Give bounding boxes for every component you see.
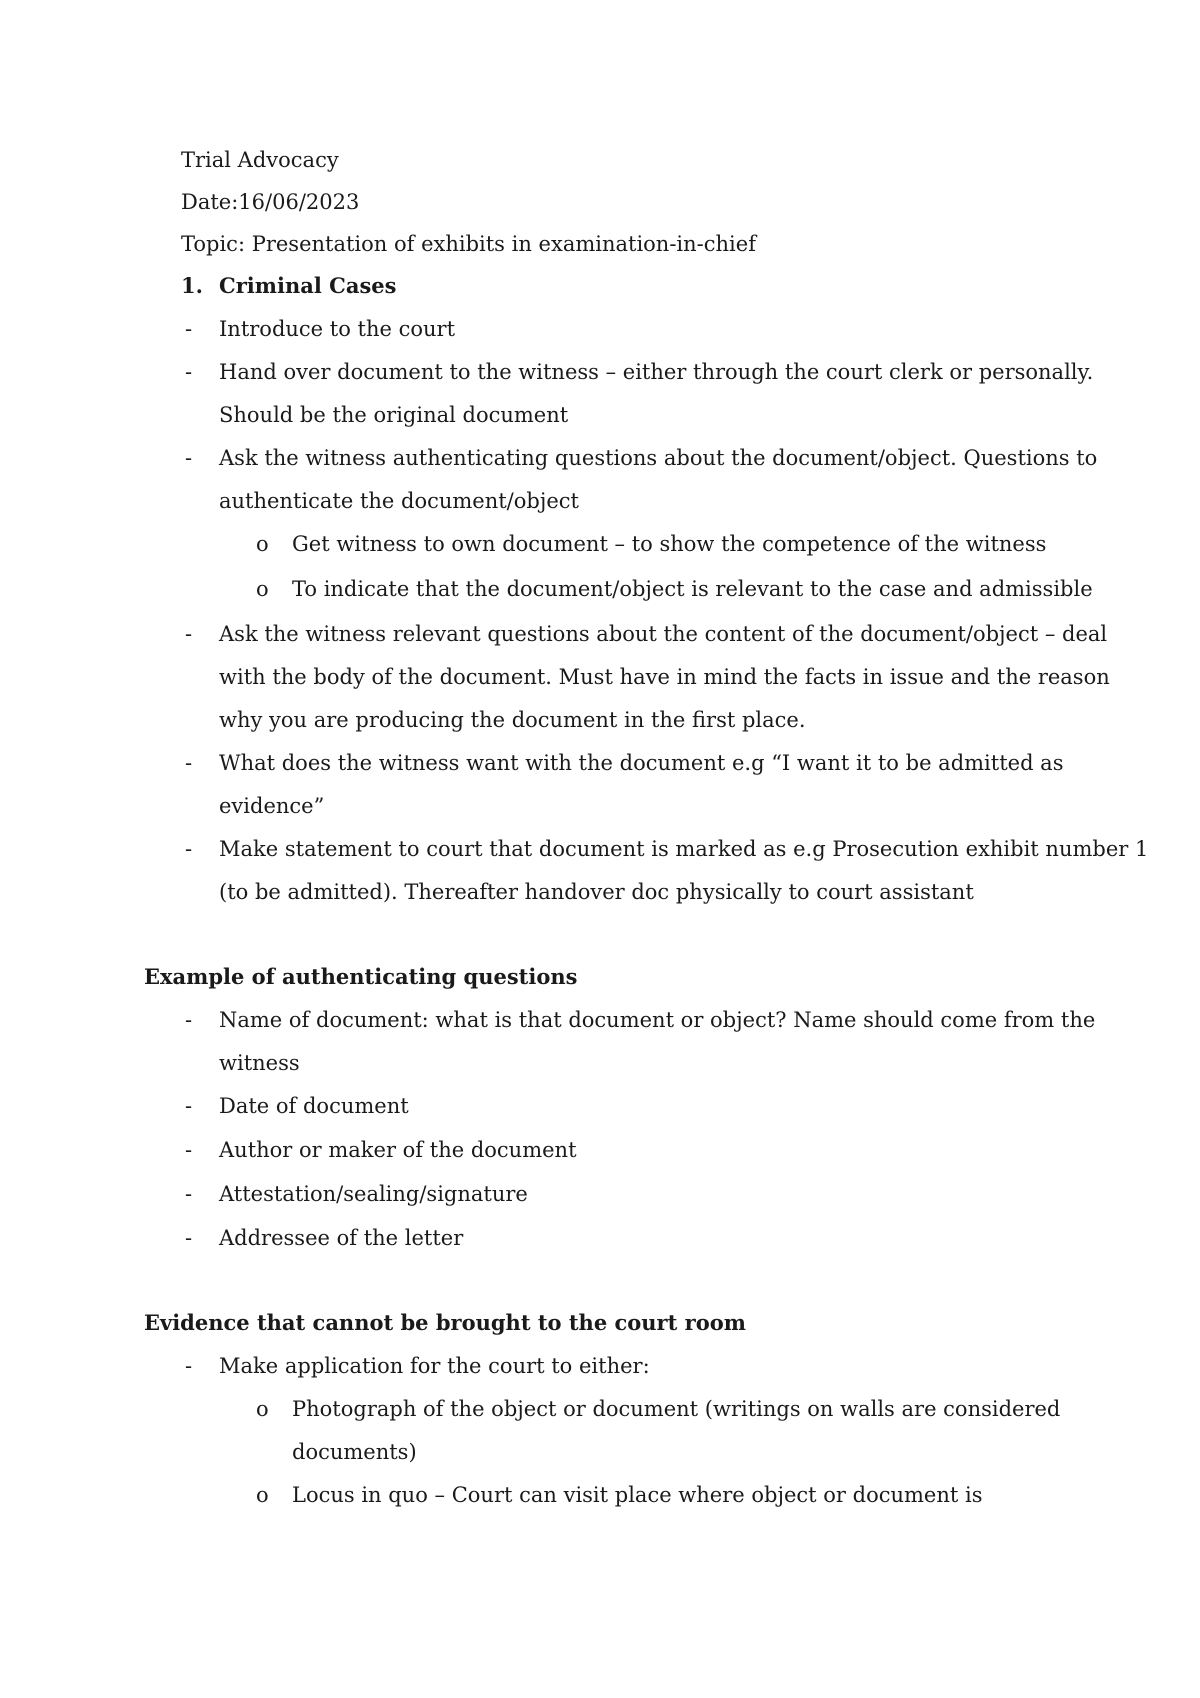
section-number: 1. <box>181 273 203 298</box>
list-item: Addressee of the letter <box>219 1226 464 1250</box>
sublist-item-continuation: documents) <box>292 1440 417 1464</box>
list-item: Make application for the court to either: <box>219 1354 650 1378</box>
section-heading-criminal-cases: Criminal Cases <box>219 273 397 298</box>
list-item-continuation: with the body of the document. Must have in mind the facts in issue and the reason <box>219 665 1110 689</box>
sublist-item: To indicate that the document/object is relevant to the case and admissible <box>292 577 1093 601</box>
list-dash: - <box>185 360 193 384</box>
list-item-continuation: evidence” <box>219 794 325 818</box>
list-dash: - <box>185 317 193 341</box>
list-item: Make statement to court that document is marked as e.g Prosecution exhibit number 1 <box>219 837 1149 861</box>
list-item: Attestation/sealing/signature <box>219 1182 528 1206</box>
sublist-item: Locus in quo – Court can visit place where object or document is <box>292 1483 983 1507</box>
document-topic: Topic: Presentation of exhibits in examination-in-chief <box>181 232 756 256</box>
list-item: Ask the witness authenticating questions about the document/object. Questions to <box>219 446 1098 470</box>
list-item: Hand over document to the witness – either through the court clerk or personally. <box>219 360 1094 384</box>
list-item-continuation: witness <box>219 1051 300 1075</box>
list-dash: - <box>185 1138 193 1162</box>
list-dash: - <box>185 1008 193 1032</box>
list-dash: - <box>185 751 193 775</box>
list-item-continuation: authenticate the document/object <box>219 489 579 513</box>
list-dash: - <box>185 1182 193 1206</box>
list-item: Date of document <box>219 1094 409 1118</box>
list-item: Introduce to the court <box>219 317 456 341</box>
list-item-continuation: Should be the original document <box>219 403 569 427</box>
list-item: Author or maker of the document <box>219 1138 577 1162</box>
sublist-bullet: o <box>256 532 269 556</box>
document-title: Trial Advocacy <box>181 148 339 172</box>
sublist-bullet: o <box>256 1397 269 1421</box>
list-item: What does the witness want with the document e.g “I want it to be admitted as <box>219 751 1064 775</box>
sublist-item: Get witness to own document – to show the competence of the witness <box>292 532 1047 556</box>
list-dash: - <box>185 1354 193 1378</box>
list-item: Name of document: what is that document or object? Name should come from the <box>219 1008 1096 1032</box>
sublist-item: Photograph of the object or document (writings on walls are considered <box>292 1397 1061 1421</box>
sublist-bullet: o <box>256 577 269 601</box>
list-dash: - <box>185 622 193 646</box>
list-dash: - <box>185 446 193 470</box>
section-heading-evidence: Evidence that cannot be brought to the court room <box>144 1310 746 1335</box>
sublist-bullet: o <box>256 1483 269 1507</box>
list-item-continuation: why you are producing the document in the first place. <box>219 708 806 732</box>
list-dash: - <box>185 1094 193 1118</box>
list-item-continuation: (to be admitted). Thereafter handover doc physically to court assistant <box>219 880 974 904</box>
list-item: Ask the witness relevant questions about the content of the document/object – deal <box>219 622 1108 646</box>
document-date: Date:16/06/2023 <box>181 190 360 214</box>
section-heading-authenticating-questions: Example of authenticating questions <box>144 964 578 989</box>
list-dash: - <box>185 837 193 861</box>
list-dash: - <box>185 1226 193 1250</box>
